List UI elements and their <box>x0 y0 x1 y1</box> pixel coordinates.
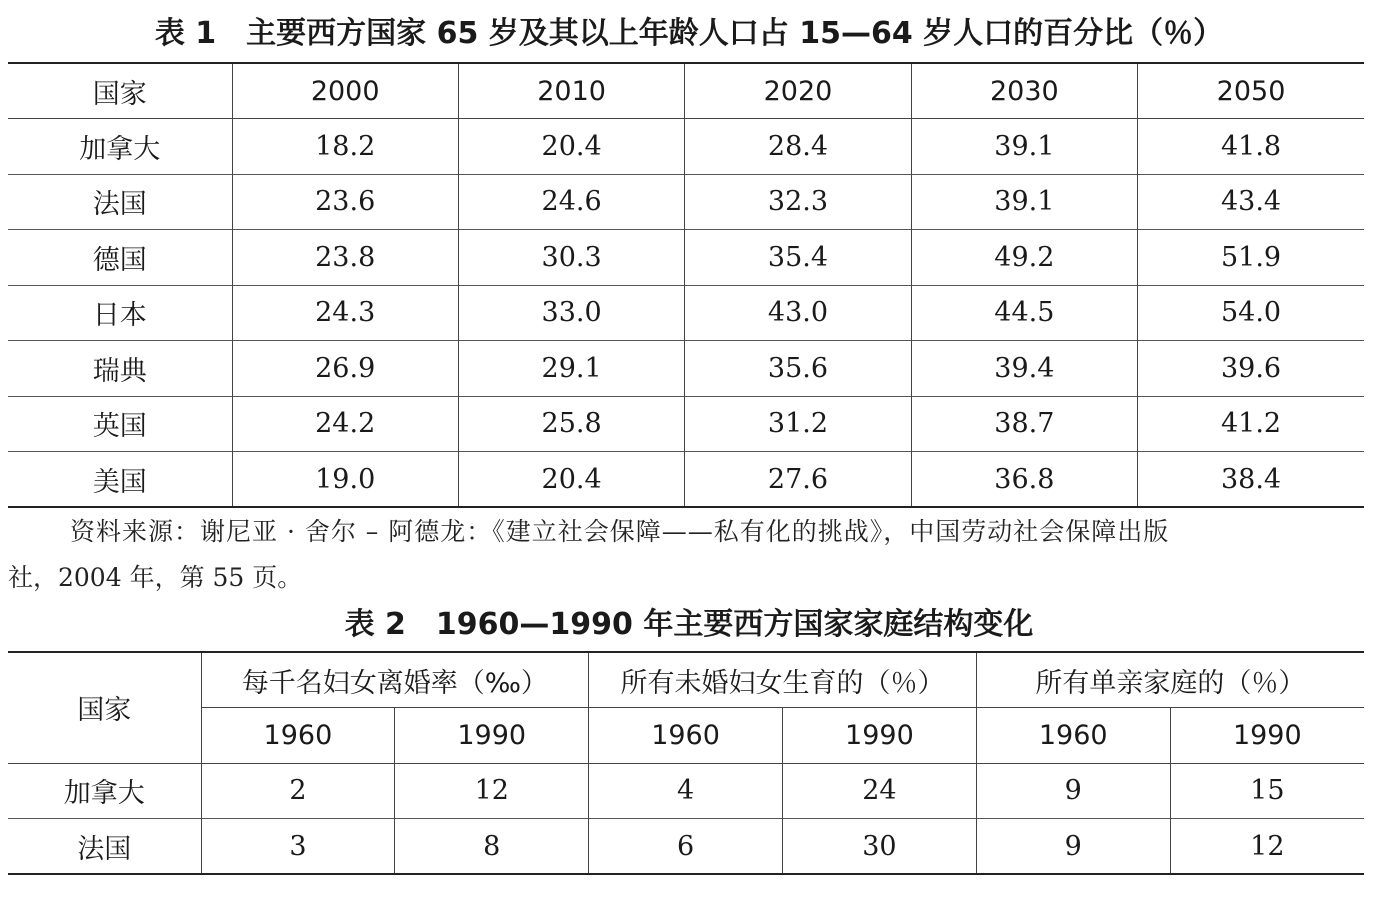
table2-row <box>8 819 1364 875</box>
value-cell: 2 <box>201 763 395 819</box>
table2-year-header-row <box>8 708 1364 764</box>
country-cell: 日本 <box>8 285 232 341</box>
value-cell: 30 <box>782 819 976 875</box>
table2 <box>8 651 1364 875</box>
value-cell: 6 <box>589 819 783 875</box>
value-cell: 29.1 <box>458 341 684 397</box>
value-cell: 49.2 <box>911 230 1137 286</box>
value-cell: 25.8 <box>458 396 684 452</box>
country-cell: 美国 <box>8 452 232 508</box>
table1-row <box>8 341 1364 397</box>
value-cell: 35.6 <box>685 341 911 397</box>
value-cell: 24.6 <box>458 174 684 230</box>
value-cell: 38.4 <box>1138 452 1364 508</box>
value-cell: 39.6 <box>1138 341 1364 397</box>
value-cell: 18.2 <box>232 119 458 175</box>
value-cell: 43.4 <box>1138 174 1364 230</box>
value-cell: 44.5 <box>911 285 1137 341</box>
value-cell: 41.8 <box>1138 119 1364 175</box>
value-cell: 26.9 <box>232 341 458 397</box>
table1-row <box>8 285 1364 341</box>
value-cell: 27.6 <box>685 452 911 508</box>
value-cell: 24.2 <box>232 396 458 452</box>
value-cell: 9 <box>976 763 1170 819</box>
table2-header-year: 1990 <box>395 708 589 764</box>
value-cell: 30.3 <box>458 230 684 286</box>
table2-header-year: 1990 <box>1170 708 1364 764</box>
table1-header-country: 国家 <box>8 63 232 119</box>
country-cell: 瑞典 <box>8 341 232 397</box>
table1-header-year: 2000 <box>232 63 458 119</box>
table1-row <box>8 174 1364 230</box>
value-cell: 35.4 <box>685 230 911 286</box>
country-cell: 法国 <box>8 819 201 875</box>
value-cell: 3 <box>201 819 395 875</box>
table2-header-country: 国家 <box>8 652 201 763</box>
source-note-line1: 资料来源：谢尼亚 · 舍尔 – 阿德龙：《建立社会保障——私有化的挑战》，中国劳动社会保障出版 <box>70 517 1170 546</box>
table2-header-year: 1960 <box>589 708 783 764</box>
value-cell: 12 <box>395 763 589 819</box>
table2-header-year: 1960 <box>201 708 395 764</box>
value-cell: 23.8 <box>232 230 458 286</box>
value-cell: 24 <box>782 763 976 819</box>
value-cell: 32.3 <box>685 174 911 230</box>
value-cell: 9 <box>976 819 1170 875</box>
country-cell: 加拿大 <box>8 119 232 175</box>
country-cell: 法国 <box>8 174 232 230</box>
table1-title: 表 1 主要西方国家 65 岁及其以上年龄人口占 15—64 岁人口的百分比（％） <box>154 16 1224 51</box>
table1-header-year: 2030 <box>911 63 1137 119</box>
value-cell: 24.3 <box>232 285 458 341</box>
source-note-line2: 社，2004 年，第 55 页。 <box>8 563 303 592</box>
value-cell: 54.0 <box>1138 285 1364 341</box>
table2-title: 表 2 1960—1990 年主要西方国家家庭结构变化 <box>344 607 1034 642</box>
value-cell: 19.0 <box>232 452 458 508</box>
table2-header-year: 1960 <box>976 708 1170 764</box>
value-cell: 39.4 <box>911 341 1137 397</box>
table1-header-row <box>8 63 1364 119</box>
value-cell: 41.2 <box>1138 396 1364 452</box>
value-cell: 28.4 <box>685 119 911 175</box>
value-cell: 15 <box>1170 763 1364 819</box>
table1-header-year: 2020 <box>685 63 911 119</box>
value-cell: 39.1 <box>911 174 1137 230</box>
table2-group-header-row <box>8 652 1364 708</box>
value-cell: 12 <box>1170 819 1364 875</box>
value-cell: 51.9 <box>1138 230 1364 286</box>
value-cell: 36.8 <box>911 452 1137 508</box>
table1-header-year: 2010 <box>458 63 684 119</box>
table1-row <box>8 230 1364 286</box>
value-cell: 39.1 <box>911 119 1137 175</box>
table1-header-year: 2050 <box>1138 63 1364 119</box>
country-cell: 英国 <box>8 396 232 452</box>
value-cell: 4 <box>589 763 783 819</box>
table1-row <box>8 452 1364 508</box>
table1 <box>8 62 1364 508</box>
value-cell: 20.4 <box>458 452 684 508</box>
value-cell: 31.2 <box>685 396 911 452</box>
table1-row <box>8 396 1364 452</box>
table2-row <box>8 763 1364 819</box>
table2-group-single-parent: 所有单亲家庭的（％） <box>976 652 1364 708</box>
value-cell: 43.0 <box>685 285 911 341</box>
table2-group-divorce-rate: 每千名妇女离婚率（‰） <box>201 652 589 708</box>
country-cell: 加拿大 <box>8 763 201 819</box>
table2-header-year: 1990 <box>782 708 976 764</box>
value-cell: 20.4 <box>458 119 684 175</box>
table2-group-unmarried-births: 所有未婚妇女生育的（％） <box>589 652 977 708</box>
country-cell: 德国 <box>8 230 232 286</box>
value-cell: 23.6 <box>232 174 458 230</box>
value-cell: 38.7 <box>911 396 1137 452</box>
table1-row <box>8 119 1364 175</box>
value-cell: 33.0 <box>458 285 684 341</box>
value-cell: 8 <box>395 819 589 875</box>
